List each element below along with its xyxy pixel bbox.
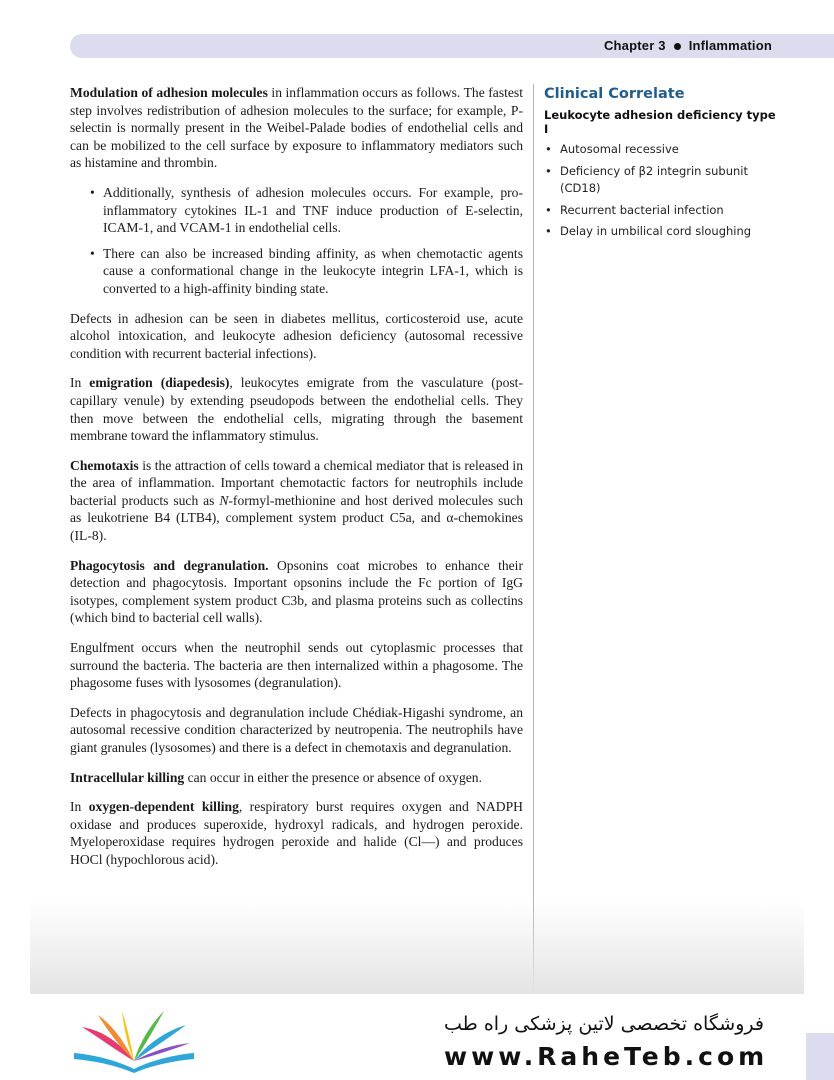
term-bold: Modulation of adhesion molecules bbox=[70, 85, 268, 100]
paragraph-emigration bbox=[70, 374, 523, 444]
page-edge-tab bbox=[806, 1033, 834, 1080]
paragraph-phagocytosis-defects: Defects in phagocytosis and degranulation include Chédiak-Higashi syndrome, an autosomal recessive condition characterized by neutropenia. The neutrophils have giant granules (lysosomes) and there is a defect in chemotaxis and degranulation. bbox=[70, 704, 523, 755]
paragraph-text: can occur in either the presence or absence of oxygen. bbox=[184, 769, 482, 785]
paragraph-text: In bbox=[70, 799, 89, 815]
main-text-column bbox=[70, 84, 523, 881]
clinical-correlate-sidebar bbox=[544, 86, 780, 245]
list-item: • Recurrent bacterial infection bbox=[560, 202, 780, 220]
term-bold: Phagocytosis and degranulation. bbox=[70, 557, 269, 573]
term-bold: oxygen-dependent killing bbox=[88, 799, 239, 815]
paragraph-oxygen-dependent-killing bbox=[70, 798, 523, 868]
paragraph-text: Opsonins coat microbes to enhance their detection and phagocytosis. Important opsonins include the Fc portion of IgG isotypes, complement system product C3b, and plasma proteins such as collectins (which bind to bacterial cell walls). bbox=[70, 557, 523, 626]
list-item: • Delay in umbilical cord sloughing bbox=[560, 223, 780, 241]
paragraph-text: -formyl-methionine and host derived molecules such as leukotriene B4 (LTB4), complement system product C5a, and α-chemokines (IL-8). bbox=[70, 492, 523, 544]
paragraph-adhesion-defects: Defects in adhesion can be seen in diabetes mellitus, corticosteroid use, acute alcohol intoxication, and leukocyte adhesion deficiency (autosomal recessive condition with recurrent bacterial infections). bbox=[70, 310, 523, 361]
paragraph-phagocytosis bbox=[70, 557, 523, 627]
sidebar-title: Clinical Correlate bbox=[544, 86, 685, 102]
term-bold: Chemotaxis bbox=[70, 457, 139, 473]
column-divider bbox=[533, 84, 534, 996]
paragraph-chemotaxis bbox=[70, 457, 523, 545]
paragraph-adhesion-modulation bbox=[70, 84, 523, 172]
paragraph-text: , respiratory burst requires oxygen and NADPH oxidase and produces superoxide, hydroxyl radicals, and hydrogen peroxide. Myeloperoxidase requires hydrogen peroxide and halide (Cl—) and produces HOCl (hypochlorous acid). bbox=[70, 799, 523, 867]
bullet-dot-icon bbox=[674, 43, 681, 50]
paragraph-text: in inflammation occurs as follows. The fastest step involves redistribution of adhesion molecules to the surface; for example, P-selectin is normally present in the Weibel-Palade bodies of endothelial cells and can be mobilized to the cell surface by exposure to inflammatory mediators such as histamine and thrombin. bbox=[70, 85, 523, 171]
sidebar-subtitle: Leukocyte adhesion deficiency type I bbox=[544, 108, 776, 136]
term-bold: Intracellular killing bbox=[70, 769, 185, 785]
paragraph-engulfment: Engulfment occurs when the neutrophil sends out cytoplasmic processes that surround the bacteria. The bacteria are then internalized within a phagosome. The phagosome fuses with lysosomes (degranulation). bbox=[70, 640, 523, 691]
section-label: Inflammation bbox=[688, 38, 772, 53]
brand-url-link[interactable]: www.RaheTeb.com bbox=[444, 1042, 769, 1071]
running-header bbox=[604, 38, 772, 53]
term-italic: N bbox=[219, 492, 229, 508]
brand-name-persian: فروشگاه تخصصی لاتین پزشکی راه طب bbox=[444, 1013, 764, 1035]
list-item: • Additionally, synthesis of adhesion molecules occurs. For example, pro-inflammatory cytokines IL-1 and TNF induce production of E-selectin, ICAM-1, and VCAM-1 in endothelial cells. bbox=[103, 184, 523, 237]
list-item: • Deficiency of β2 integrin subunit (CD18) bbox=[560, 163, 780, 198]
paragraph-text: In bbox=[70, 375, 90, 391]
adhesion-bullet-list bbox=[70, 184, 523, 298]
term-bold: emigration (diapedesis) bbox=[89, 375, 230, 391]
paragraph-text: , leukocytes emigrate from the vasculature (post-capillary venule) by extending pseudopods between the endothelial cells. They then move between the endothelial cells, migrating through the basement membrane toward the inflammatory stimulus. bbox=[70, 375, 523, 444]
chapter-label: Chapter 3 bbox=[603, 38, 666, 53]
sidebar-list bbox=[544, 141, 780, 241]
list-item: • Autosomal recessive bbox=[560, 141, 780, 159]
paragraph-intracellular-killing bbox=[70, 769, 523, 787]
book-logo-icon bbox=[68, 1005, 200, 1073]
page-bottom-shadow bbox=[30, 900, 804, 994]
paragraph-text: is the attraction of cells toward a chemical mediator that is released in the area of inflammation. Important chemotactic factors for neutrophils include bacterial products such as bbox=[70, 457, 523, 508]
list-item: • There can also be increased binding affinity, as when chemotactic agents cause a conformational change in the leukocyte integrin LFA-1, which is converted to a high-affinity binding state. bbox=[103, 245, 523, 298]
